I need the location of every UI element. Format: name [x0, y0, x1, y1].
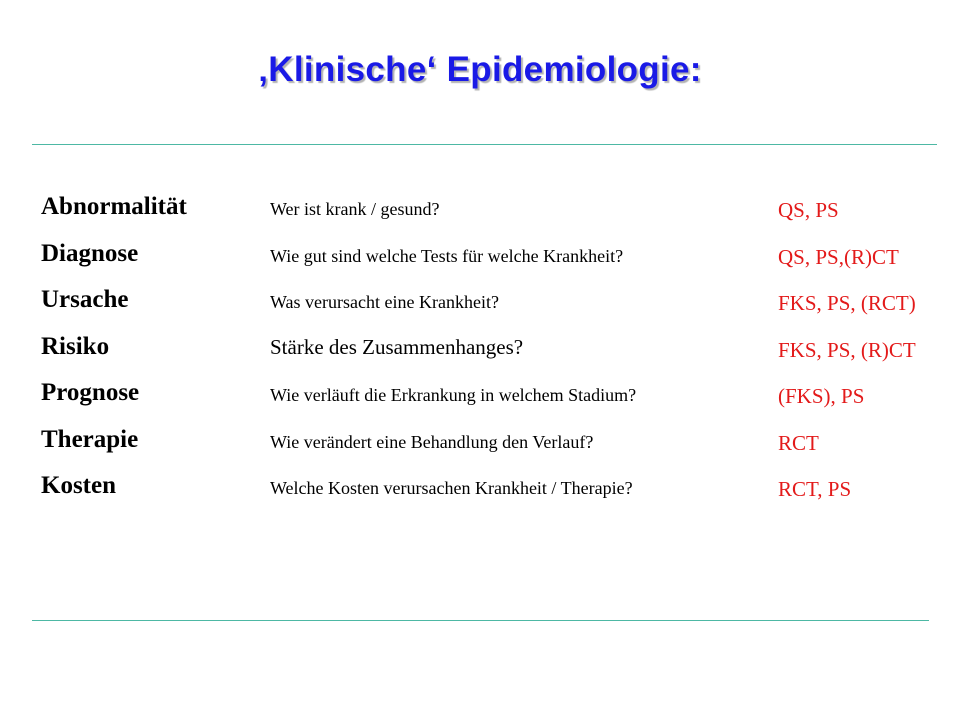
table-row: [0, 281, 960, 328]
table-row: [0, 188, 960, 235]
row-term: Abnormalität: [41, 193, 187, 220]
row-question: Wie verändert eine Behandlung den Verlauf?: [270, 431, 594, 452]
row-term: Therapie: [41, 425, 139, 453]
row-term: Prognose: [41, 379, 140, 406]
slide-title: ‚Klinische‘ Epidemiologie:: [258, 50, 702, 89]
row-study-design: QS, PS,(R)CT: [778, 244, 899, 269]
row-question: Wer ist krank / gesund?: [270, 199, 440, 219]
table-row: [0, 235, 960, 282]
row-study-design: FKS, PS, (RCT): [778, 291, 916, 315]
top-divider: [32, 144, 937, 145]
epidemiology-table: [0, 188, 960, 514]
row-study-design: RCT: [778, 430, 819, 455]
row-term: Diagnose: [41, 239, 139, 267]
row-term: Kosten: [41, 472, 116, 499]
row-study-design: QS, PS: [778, 198, 839, 222]
row-question: Was verursacht eine Krankheit?: [270, 292, 499, 312]
table-row: [0, 374, 960, 421]
row-question: Welche Kosten verursachen Krankheit / Therapie?: [270, 478, 633, 498]
row-question: Wie gut sind welche Tests für welche Krankheit?: [270, 245, 624, 266]
row-term: Ursache: [41, 286, 129, 313]
row-study-design: RCT, PS: [778, 477, 852, 501]
table-row: [0, 421, 960, 468]
table-row: [0, 328, 960, 375]
bottom-divider: [32, 620, 929, 621]
row-question: Wie verläuft die Erkrankung in welchem Stadium?: [270, 385, 637, 405]
row-study-design: FKS, PS, (R)CT: [778, 337, 916, 362]
row-question: Stärke des Zusammenhanges?: [270, 334, 524, 359]
row-study-design: (FKS), PS: [778, 384, 865, 408]
row-term: Risiko: [41, 332, 110, 360]
table-row: [0, 467, 960, 514]
